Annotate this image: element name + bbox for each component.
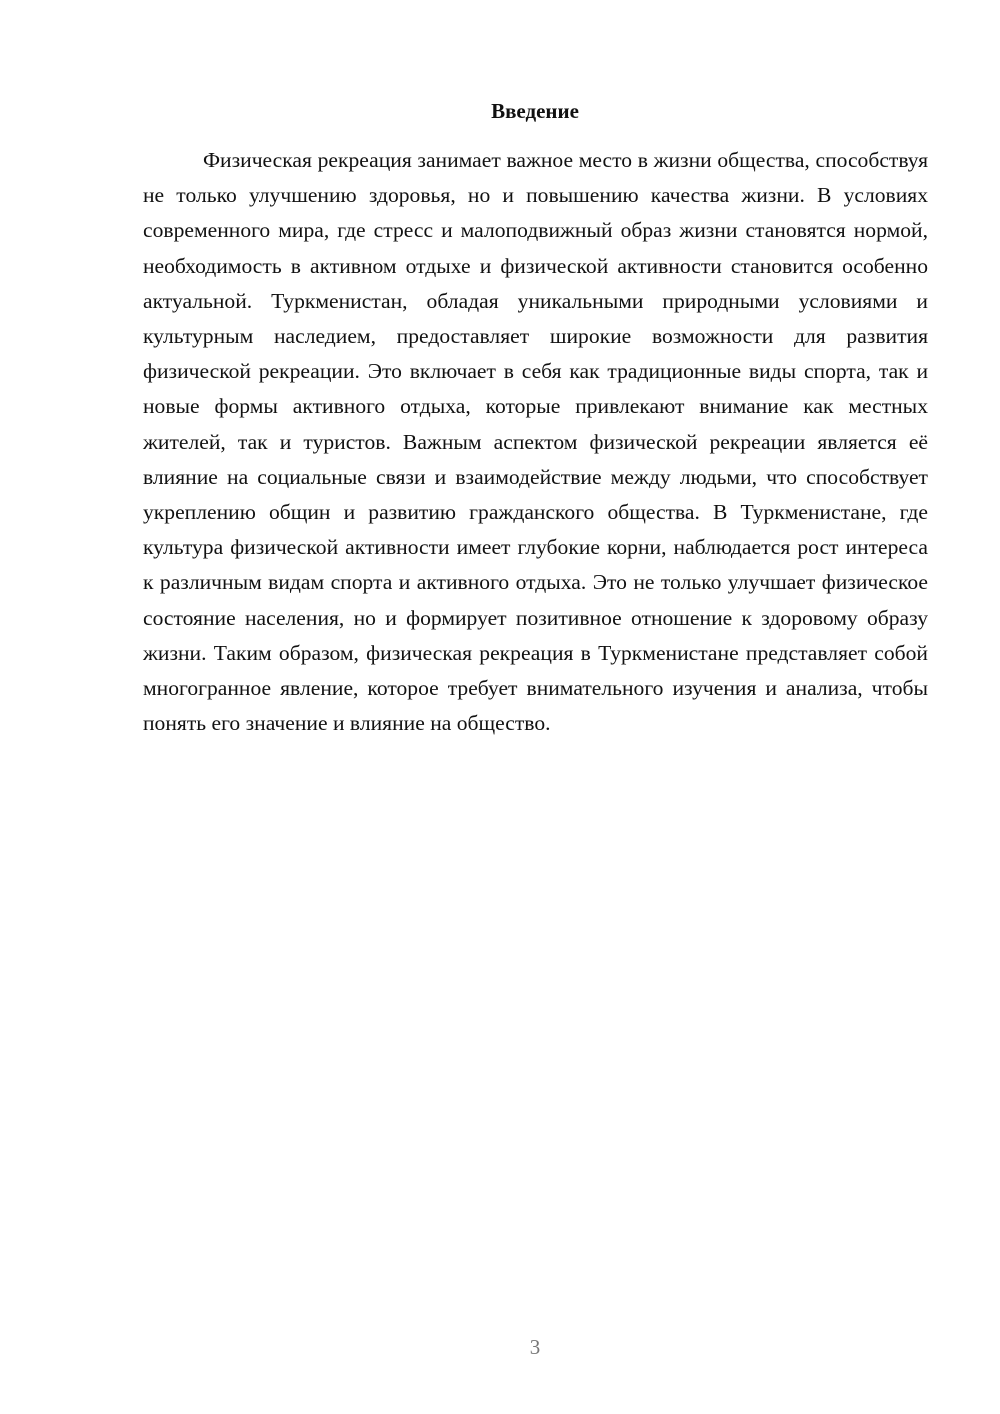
body-paragraph: Физическая рекреация занимает важное место в жизни общества, способствуя не только улучшению здоровья, но и повышению качества жизни. В условиях современного мира, где стресс и малоподвижный образ жизни становятся нормой, необходимость в активном отдыхе и физической активности становится особенно актуальной. Туркменистан, обладая уникальными природными условиями и культурным наследием, предоставляет широкие возможности для развития физической рекреации. Это включает в себя как традиционные виды спорта, так и новые формы активного отдыха, которые привлекают внимание как местных жителей, так и туристов. Важным аспектом физической рекреации является её влияние на социальные связи и взаимодействие между людьми, что способствует укреплению общин и развитию гражданского общества. В Туркменистане, где культура физической активности имеет глубокие корни, наблюдается рост интереса к различным видам спорта и активного отдыха. Это не только улучшает физическое состояние населения, но и формирует позитивное отношение к здоровому образу жизни. Таким образом, физическая рекреация в Туркменистане представляет собой многогранное явление, которое требует внимательного изучения и анализа, чтобы понять его значение и влияние на общество. — [143, 148, 928, 736]
page-number: 3 — [529, 1335, 541, 1359]
section-heading: Введение — [491, 99, 579, 123]
